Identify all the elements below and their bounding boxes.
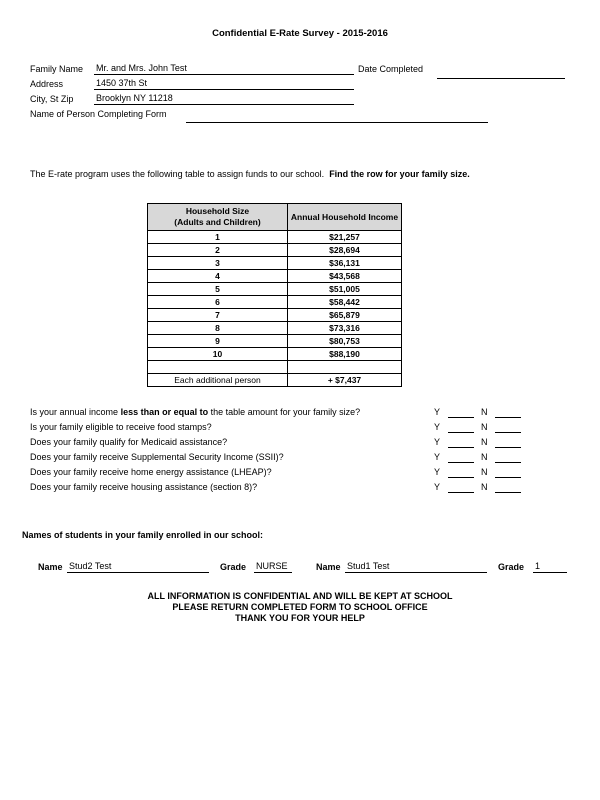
no-label: N xyxy=(481,407,488,417)
question-section8: Does your family receive housing assistance (section 8)? xyxy=(30,482,258,492)
question-lheap: Does your family receive home energy assistance (LHEAP)? xyxy=(30,467,272,477)
student2-grade-field[interactable] xyxy=(533,561,567,573)
answer-yes-food-stamps[interactable] xyxy=(448,422,474,433)
household-size-cell: 6 xyxy=(148,296,288,309)
question-income-emphasis: less than or equal to xyxy=(120,407,209,417)
answer-yes-medicaid[interactable] xyxy=(448,437,474,448)
student1-name-value: Stud2 Test xyxy=(69,561,112,571)
answer-no-income[interactable] xyxy=(495,407,521,418)
question-food-stamps: Is your family eligible to receive food stamps? xyxy=(30,422,212,432)
person-completing-label: Name of Person Completing Form xyxy=(30,109,167,119)
no-label: N xyxy=(481,452,488,462)
table-row-additional xyxy=(148,374,402,387)
annual-income-cell: $65,879 xyxy=(288,309,402,322)
yes-label: Y xyxy=(434,482,441,492)
annual-income-cell: $51,005 xyxy=(288,283,402,296)
household-size-header-line1: Household Size xyxy=(185,206,250,216)
additional-person-value: + $7,437 xyxy=(288,374,402,387)
annual-income-cell: $21,257 xyxy=(288,231,402,244)
annual-income-cell: $28,694 xyxy=(288,244,402,257)
address-field[interactable] xyxy=(94,78,354,90)
date-completed-label: Date Completed xyxy=(358,64,424,74)
intro-emphasis: Find the row for your family size. xyxy=(329,169,470,179)
table-row xyxy=(148,335,402,348)
date-completed-field[interactable] xyxy=(437,67,565,79)
question-ssi: Does your family receive Supplemental Security Income (SSII)? xyxy=(30,452,284,462)
table-row xyxy=(148,244,402,257)
table-row xyxy=(148,296,402,309)
student2-name-label: Name xyxy=(316,562,341,572)
family-name-label: Family Name xyxy=(30,64,84,74)
household-size-cell: 10 xyxy=(148,348,288,361)
table-cell-blank xyxy=(288,361,402,374)
student2-name-value: Stud1 Test xyxy=(347,561,390,571)
no-label: N xyxy=(481,467,488,477)
city-label: City, St Zip xyxy=(30,94,74,104)
table-cell-blank xyxy=(148,361,288,374)
intro-text xyxy=(30,169,470,179)
student1-grade-field[interactable] xyxy=(254,561,292,573)
answer-no-food-stamps[interactable] xyxy=(495,422,521,433)
table-row xyxy=(148,348,402,361)
household-size-header xyxy=(148,204,288,231)
additional-person-label: Each additional person xyxy=(148,374,288,387)
household-size-header-line2: (Adults and Children) xyxy=(174,217,261,227)
income-table-body xyxy=(148,231,402,361)
student1-name-label: Name xyxy=(38,562,63,572)
question-income xyxy=(30,407,360,417)
table-row-blank xyxy=(148,361,402,374)
table-row xyxy=(148,257,402,270)
annual-income-cell: $88,190 xyxy=(288,348,402,361)
table-row xyxy=(148,283,402,296)
household-size-cell: 3 xyxy=(148,257,288,270)
page-title: Confidential E-Rate Survey - 2015-2016 xyxy=(212,28,388,39)
footer-confidential: ALL INFORMATION IS CONFIDENTIAL AND WILL BE KEPT AT SCHOOL xyxy=(147,591,453,601)
student2-name-field[interactable] xyxy=(345,561,487,573)
annual-income-cell: $80,753 xyxy=(288,335,402,348)
household-size-cell: 2 xyxy=(148,244,288,257)
no-label: N xyxy=(481,437,488,447)
answer-no-medicaid[interactable] xyxy=(495,437,521,448)
footer-thanks: THANK YOU FOR YOUR HELP xyxy=(235,613,365,623)
answer-yes-section8[interactable] xyxy=(448,482,474,493)
annual-income-cell: $73,316 xyxy=(288,322,402,335)
student1-grade-label: Grade xyxy=(220,562,247,572)
footer-return: PLEASE RETURN COMPLETED FORM TO SCHOOL OFFICE xyxy=(172,602,428,612)
answer-yes-lheap[interactable] xyxy=(448,467,474,478)
city-value: Brooklyn NY 11218 xyxy=(96,93,173,103)
person-completing-field[interactable] xyxy=(186,111,488,123)
answer-no-section8[interactable] xyxy=(495,482,521,493)
city-field[interactable] xyxy=(94,93,354,105)
yes-label: Y xyxy=(434,422,441,432)
household-size-cell: 1 xyxy=(148,231,288,244)
income-table-header xyxy=(148,204,402,231)
family-name-value: Mr. and Mrs. John Test xyxy=(96,63,187,73)
annual-income-cell: $58,442 xyxy=(288,296,402,309)
annual-income-cell: $43,568 xyxy=(288,270,402,283)
household-size-cell: 5 xyxy=(148,283,288,296)
household-size-cell: 4 xyxy=(148,270,288,283)
address-value: 1450 37th St xyxy=(96,78,148,88)
table-row xyxy=(148,309,402,322)
no-label: N xyxy=(481,422,488,432)
question-medicaid: Does your family qualify for Medicaid assistance? xyxy=(30,437,228,447)
income-table xyxy=(147,203,402,387)
answer-no-lheap[interactable] xyxy=(495,467,521,478)
intro-plain: The E-rate program uses the following table to assign funds to our school. xyxy=(30,169,325,179)
household-size-cell: 7 xyxy=(148,309,288,322)
household-size-cell: 9 xyxy=(148,335,288,348)
answer-no-ssi[interactable] xyxy=(495,452,521,463)
yes-label: Y xyxy=(434,452,441,462)
annual-income-cell: $36,131 xyxy=(288,257,402,270)
answer-yes-income[interactable] xyxy=(448,407,474,418)
question-income-text-start: Is your annual income xyxy=(30,407,121,417)
yes-label: Y xyxy=(434,467,441,477)
answer-yes-ssi[interactable] xyxy=(448,452,474,463)
question-income-text-end: the table amount for your family size? xyxy=(208,407,361,417)
table-row xyxy=(148,231,402,244)
address-label: Address xyxy=(30,79,64,89)
no-label: N xyxy=(481,482,488,492)
family-name-field[interactable] xyxy=(94,63,354,75)
household-size-cell: 8 xyxy=(148,322,288,335)
yes-label: Y xyxy=(434,437,441,447)
student2-grade-label: Grade xyxy=(498,562,525,572)
students-section-title: Names of students in your family enrolled in our school: xyxy=(22,530,264,540)
table-row xyxy=(148,322,402,335)
student1-name-field[interactable] xyxy=(67,561,209,573)
annual-income-header: Annual Household Income xyxy=(288,204,402,231)
yes-label: Y xyxy=(434,407,441,417)
student1-grade-value: NURSE xyxy=(256,561,288,571)
student2-grade-value: 1 xyxy=(535,561,541,571)
table-row xyxy=(148,270,402,283)
